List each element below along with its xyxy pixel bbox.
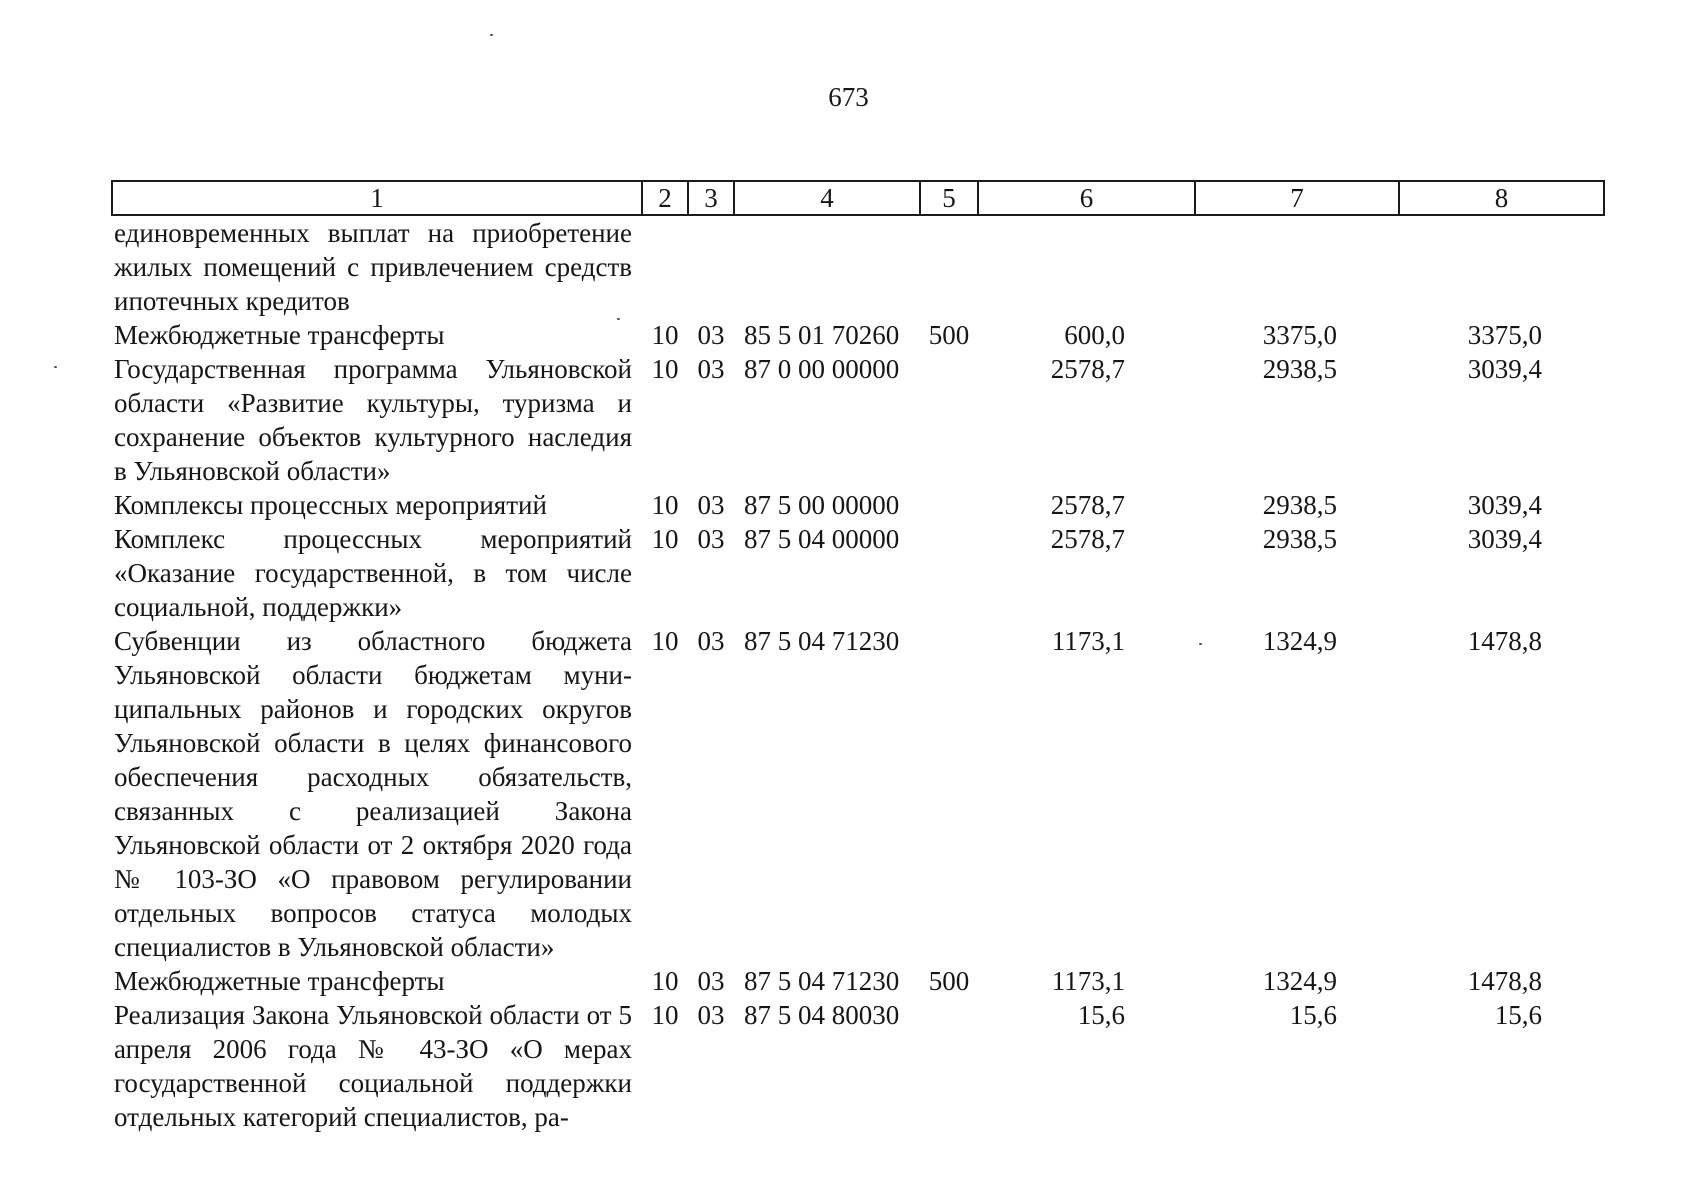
row-amount-col-6: 2578,7	[1050, 354, 1125, 384]
row-amount-col-6: 1173,1	[1051, 626, 1125, 656]
row-target-article: 85 5 01 70260	[744, 320, 900, 350]
row-expense-type	[920, 488, 978, 522]
row-section-code: 10	[651, 354, 679, 384]
row-amount-col-7: 2938,5	[1262, 354, 1337, 384]
row-expense-type	[920, 215, 978, 318]
page-number: 673	[828, 82, 869, 112]
table-header	[112, 181, 1604, 215]
row-section-code: 10	[651, 524, 679, 554]
table-row	[112, 318, 1604, 352]
row-amount-col-8: 1478,8	[1467, 626, 1542, 656]
row-expense-type: 500	[928, 966, 970, 996]
table-row	[112, 964, 1604, 998]
row-amount-col-6: 2578,7	[1050, 490, 1125, 520]
row-expense-type	[920, 624, 978, 964]
row-amount-col-7: 15,6	[1289, 1000, 1337, 1030]
row-amount-col-8: 3039,4	[1467, 524, 1542, 554]
row-target-article: 87 0 00 00000	[744, 354, 900, 384]
row-subsection-code: 03	[697, 320, 725, 350]
row-expense-type	[920, 522, 978, 624]
row-subsection-code: 03	[697, 966, 725, 996]
row-name: Субвенции из областного бюджета Ульяновской области бюджетам муниципальных районов и городских округов Ульяновской области в целях финансового обеспечения расходных обязательств, связанных с реализацией Закона Ульяновской области от 2 октября 2020 года № 103-ЗО «О правовом регулировании отдельных вопросов статуса молодых специалистов в Ульяновской области»	[114, 626, 632, 962]
table-row	[112, 215, 1604, 318]
row-subsection-code: 03	[697, 626, 725, 656]
table-row	[112, 624, 1604, 964]
row-expense-type	[920, 998, 978, 1134]
row-subsection-code: 03	[697, 490, 725, 520]
row-name: Комплекс процессных мероприятий «Оказание государственной, в том числе социальной, поддержки»	[114, 524, 632, 622]
row-amount-col-6	[978, 215, 1195, 318]
row-amount-col-8: 3039,4	[1467, 490, 1542, 520]
row-amount-col-8: 3039,4	[1467, 354, 1542, 384]
row-expense-type: 500	[928, 320, 970, 350]
row-amount-col-7: 1324,9	[1262, 966, 1337, 996]
row-amount-col-7: 2938,5	[1262, 490, 1337, 520]
row-target-article: 87 5 04 80030	[744, 1000, 900, 1030]
row-amount-col-8: 15,6	[1494, 1000, 1542, 1030]
row-section-code	[642, 215, 688, 318]
row-amount-col-8	[1399, 215, 1604, 318]
header-col-8: 8	[1399, 181, 1604, 215]
table-row	[112, 998, 1604, 1134]
row-section-code: 10	[651, 626, 679, 656]
row-section-code: 10	[651, 320, 679, 350]
row-amount-col-7: 3375,0	[1262, 320, 1337, 350]
row-name: Реализация Закона Ульяновской области от 5 апреля 2006 года № 43-ЗО «О мерах государственной социальной поддержки отдельных категорий специалистов, ра-	[114, 1000, 632, 1132]
row-amount-col-6: 2578,7	[1050, 524, 1125, 554]
row-target-article: 87 5 04 71230	[744, 966, 900, 996]
row-section-code: 10	[651, 490, 679, 520]
row-target-article: 87 5 04 00000	[744, 524, 900, 554]
row-amount-col-7: 1324,9	[1262, 626, 1337, 656]
row-subsection-code: 03	[697, 1000, 725, 1030]
row-name: Государственная программа Ульяновской области «Развитие культуры, туризма и сохранение объектов культурного наследия в Ульяновской области»	[114, 354, 632, 486]
row-amount-col-7	[1195, 215, 1399, 318]
row-target-article: 87 5 04 71230	[744, 626, 900, 656]
row-amount-col-8: 3375,0	[1467, 320, 1542, 350]
table-row	[112, 352, 1604, 488]
row-target-article	[734, 215, 920, 318]
row-section-code: 10	[651, 1000, 679, 1030]
header-col-1: 1	[112, 181, 642, 215]
table-body	[112, 215, 1604, 1134]
header-row	[112, 181, 1604, 215]
row-name: Межбюджетные трансферты	[114, 320, 445, 350]
row-name: Межбюджетные трансферты	[114, 966, 445, 996]
table-row	[112, 488, 1604, 522]
header-col-6: 6	[978, 181, 1195, 215]
row-amount-col-8: 1478,8	[1467, 966, 1542, 996]
header-col-7: 7	[1195, 181, 1399, 215]
row-amount-col-7: 2938,5	[1262, 524, 1337, 554]
row-name: Комплексы процессных мероприятий	[114, 490, 547, 520]
budget-table	[111, 180, 1605, 1134]
header-col-5: 5	[920, 181, 978, 215]
table-row	[112, 522, 1604, 624]
row-subsection-code	[688, 215, 734, 318]
row-amount-col-6: 15,6	[1077, 1000, 1125, 1030]
row-section-code: 10	[651, 966, 679, 996]
header-col-2: 2	[642, 181, 688, 215]
header-col-3: 3	[688, 181, 734, 215]
row-name: единовременных выплат на приобретение жилых помещений с привлечением средств ипотечных кредитов	[114, 218, 632, 316]
row-target-article: 87 5 00 00000	[744, 490, 900, 520]
row-subsection-code: 03	[697, 524, 725, 554]
row-amount-col-6: 600,0	[1064, 320, 1125, 350]
row-expense-type	[920, 352, 978, 488]
header-col-4: 4	[734, 181, 920, 215]
row-subsection-code: 03	[697, 354, 725, 384]
row-amount-col-6: 1173,1	[1051, 966, 1125, 996]
